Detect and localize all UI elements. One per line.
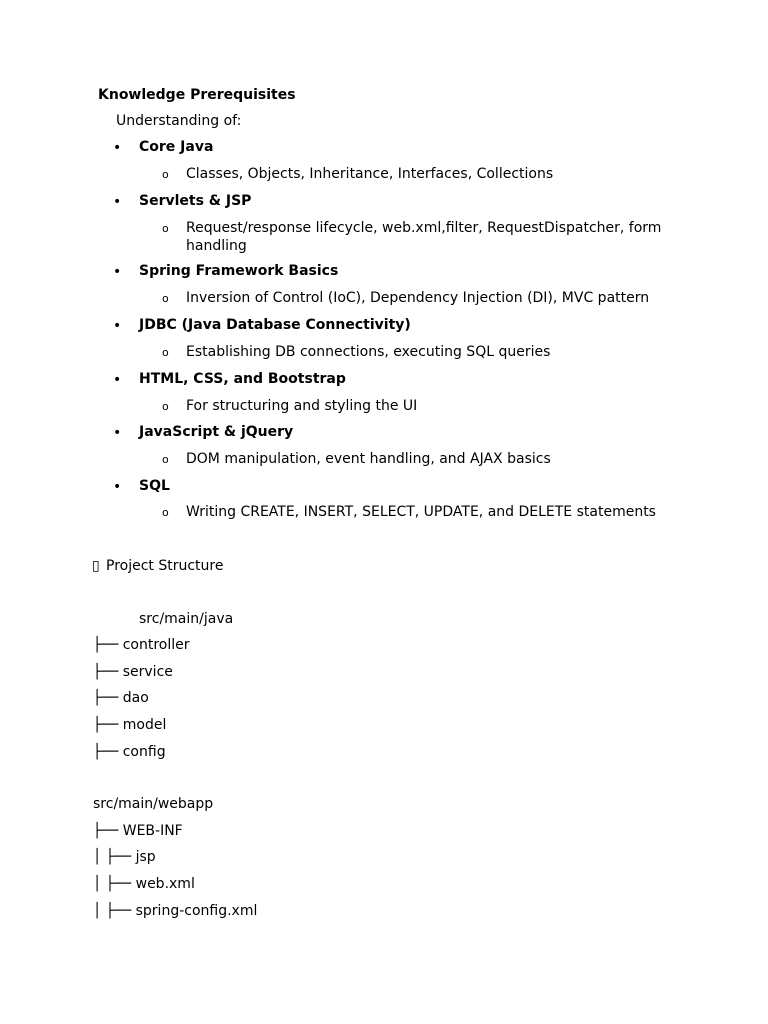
- java-root-path: src/main/java: [139, 611, 234, 627]
- prerequisite-detail: Establishing DB connections, executing SQL queries: [186, 344, 551, 360]
- tree-item-model: ├── model: [93, 717, 167, 733]
- folder-icon: ▯: [92, 558, 100, 574]
- tree-item-web-inf: ├── WEB-INF: [93, 823, 183, 839]
- prerequisite-detail-continued: handling: [186, 238, 247, 254]
- prerequisite-title: JavaScript & jQuery: [139, 424, 294, 440]
- project-structure-title: Project Structure: [106, 558, 224, 574]
- tree-item-config: ├── config: [93, 744, 166, 760]
- sub-bullet-icon: o: [162, 292, 169, 305]
- prerequisite-title: SQL: [139, 478, 170, 494]
- bullet-icon: •: [113, 372, 122, 388]
- bullet-icon: •: [113, 194, 122, 210]
- section-heading: Knowledge Prerequisites: [98, 87, 296, 103]
- bullet-icon: •: [113, 479, 122, 495]
- prerequisite-detail: Classes, Objects, Inheritance, Interfaces, Collections: [186, 166, 554, 182]
- tree-item-controller: ├── controller: [93, 637, 190, 653]
- prerequisite-detail: Request/response lifecycle, web.xml,filter, RequestDispatcher, form: [186, 220, 662, 236]
- sub-bullet-icon: o: [162, 506, 169, 519]
- intro-text: Understanding of:: [116, 113, 242, 129]
- prerequisite-detail: Inversion of Control (IoC), Dependency Injection (DI), MVC pattern: [186, 290, 650, 306]
- tree-item-web-xml: │ ├── web.xml: [93, 876, 195, 892]
- bullet-icon: •: [113, 264, 122, 280]
- tree-item-dao: ├── dao: [93, 690, 149, 706]
- prerequisite-detail: DOM manipulation, event handling, and AJAX basics: [186, 451, 551, 467]
- sub-bullet-icon: o: [162, 400, 169, 413]
- bullet-icon: •: [113, 318, 122, 334]
- prerequisite-detail: Writing CREATE, INSERT, SELECT, UPDATE, and DELETE statements: [186, 504, 656, 520]
- tree-item-service: ├── service: [93, 664, 173, 680]
- prerequisite-title: JDBC (Java Database Connectivity): [139, 317, 411, 333]
- prerequisite-title: Servlets & JSP: [139, 193, 252, 209]
- tree-item-jsp: │ ├── jsp: [93, 849, 156, 865]
- webapp-root-path: src/main/webapp: [93, 796, 214, 812]
- prerequisite-title: HTML, CSS, and Bootstrap: [139, 371, 346, 387]
- sub-bullet-icon: o: [162, 346, 169, 359]
- prerequisite-detail: For structuring and styling the UI: [186, 398, 418, 414]
- sub-bullet-icon: o: [162, 168, 169, 181]
- bullet-icon: •: [113, 425, 122, 441]
- sub-bullet-icon: o: [162, 453, 169, 466]
- tree-item-spring-config: │ ├── spring-config.xml: [93, 903, 258, 919]
- prerequisite-title: Spring Framework Basics: [139, 263, 339, 279]
- bullet-icon: •: [113, 140, 122, 156]
- prerequisite-title: Core Java: [139, 139, 214, 155]
- sub-bullet-icon: o: [162, 222, 169, 235]
